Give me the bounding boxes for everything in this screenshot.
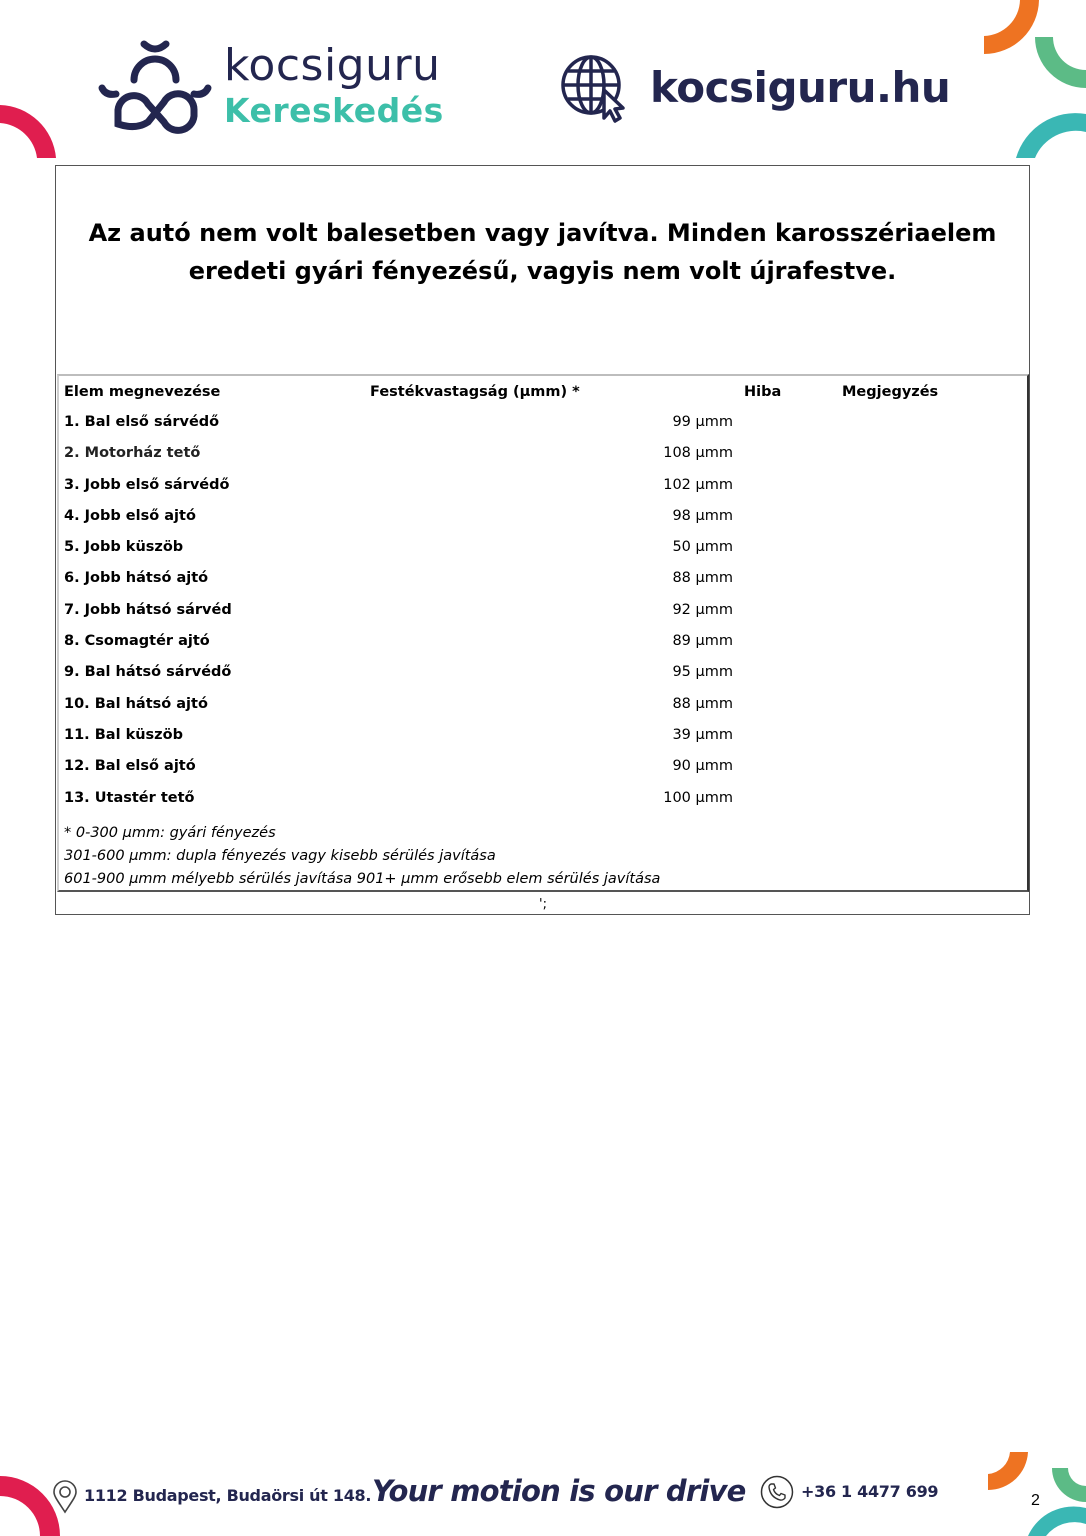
column-header-note: Megjegyzés — [842, 384, 939, 400]
table-row — [59, 408, 1027, 439]
row-name: 5. Jobb küszöb — [64, 539, 184, 556]
headline-line-1: Az autó nem volt balesetben vagy javítva. Minden karosszériaelem — [88, 219, 997, 247]
paint-thickness-table — [57, 374, 1029, 892]
row-thickness: 88 µmm — [672, 695, 733, 712]
table-row — [59, 784, 1027, 815]
website-badge — [560, 54, 960, 124]
globe-cursor-icon — [560, 54, 630, 124]
row-name: 8. Csomagtér ajtó — [64, 633, 210, 650]
page-number: 2 — [1031, 1492, 1040, 1509]
guru-logo-icon — [96, 38, 216, 134]
row-name: 1. Bal első sárvédő — [64, 414, 220, 430]
website-url: kocsiguru.hu — [650, 63, 951, 112]
report-headline — [56, 214, 1029, 290]
table-row — [59, 627, 1027, 658]
row-thickness: 108 µmm — [663, 445, 733, 462]
column-header-name: Elem megnevezése — [64, 384, 221, 400]
thickness-legend-notes — [64, 822, 660, 891]
row-thickness: 39 µmm — [672, 726, 733, 743]
row-name: 6. Jobb hátsó ajtó — [64, 570, 209, 587]
row-name: 3. Jobb első sárvédő — [64, 476, 230, 493]
paint-report-box — [55, 165, 1030, 915]
corner-arc-top-right-green-icon — [1035, 35, 1086, 90]
row-name: 10. Bal hátsó ajtó — [64, 695, 208, 712]
row-name: 2. Motorház tető — [64, 445, 201, 462]
table-row — [59, 471, 1027, 502]
note-line: * 0-300 µmm: gyári fényezés — [64, 825, 276, 841]
row-name: 7. Jobb hátsó sárvéd — [64, 601, 232, 618]
table-row — [59, 502, 1027, 533]
table-row — [59, 533, 1027, 564]
headline-line-2: eredeti gyári fényezésű, vagyis nem volt újrafestve. — [188, 257, 897, 285]
phone-icon — [760, 1475, 794, 1509]
corner-arc-top-left-icon — [0, 95, 60, 160]
footer-address: 1112 Budapest, Budaörsi út 148. — [84, 1486, 372, 1505]
corner-arc-top-right-cyan-icon — [1014, 112, 1086, 160]
stray-mark: '; — [539, 897, 547, 912]
table-body — [59, 408, 1027, 815]
table-row — [59, 721, 1027, 752]
row-thickness: 98 µmm — [672, 507, 733, 524]
table-header — [59, 376, 1027, 408]
table-row — [59, 564, 1027, 595]
page-footer — [0, 1466, 1086, 1526]
note-line: 301-600 µmm: dupla fényezés vagy kisebb sérülés javítása — [64, 848, 496, 864]
row-name: 9. Bal hátsó sárvédő — [64, 664, 232, 681]
row-name: 11. Bal küszöb — [64, 726, 183, 743]
logo-subtitle: Kereskedés — [224, 91, 444, 130]
row-name: 13. Utastér tető — [64, 789, 195, 806]
row-name: 4. Jobb első ajtó — [64, 507, 196, 524]
row-name: 12. Bal első ajtó — [64, 758, 196, 775]
table-row — [59, 752, 1027, 783]
row-thickness: 100 µmm — [663, 789, 733, 806]
row-thickness: 102 µmm — [663, 476, 733, 493]
row-thickness: 92 µmm — [672, 601, 733, 618]
row-thickness: 89 µmm — [672, 633, 733, 650]
table-row — [59, 596, 1027, 627]
row-thickness: 50 µmm — [672, 539, 733, 556]
footer-slogan: Your motion is our drive — [372, 1474, 746, 1508]
column-header-thickness: Festékvastagság (µmm) * — [370, 384, 580, 400]
corner-arc-top-right-orange-icon — [982, 0, 1042, 56]
location-pin-icon — [52, 1480, 78, 1514]
kocsiguru-logo — [96, 38, 476, 134]
table-row — [59, 690, 1027, 721]
row-thickness: 88 µmm — [672, 570, 733, 587]
row-thickness: 90 µmm — [672, 758, 733, 775]
table-row — [59, 658, 1027, 689]
note-line: 601-900 µmm mélyebb sérülés javítása 901+ µmm erősebb elem sérülés javítása — [64, 871, 661, 887]
table-row — [59, 439, 1027, 470]
row-thickness: 95 µmm — [672, 664, 733, 681]
column-header-fault: Hiba — [744, 384, 782, 400]
footer-phone: +36 1 4477 699 — [801, 1482, 939, 1501]
logo-wordmark: kocsiguru — [224, 40, 441, 91]
row-thickness: 99 µmm — [672, 414, 733, 430]
